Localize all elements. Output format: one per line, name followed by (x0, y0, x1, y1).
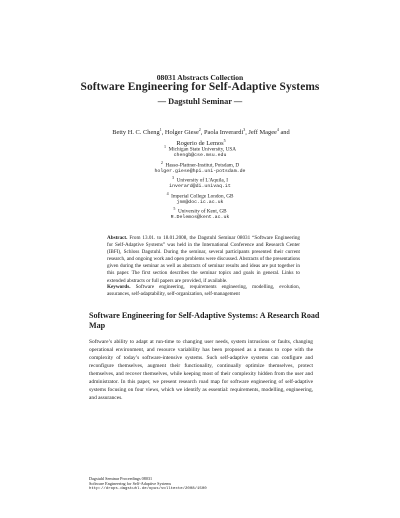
affiliation-mark: 4 (166, 190, 169, 196)
affiliation (0, 144, 400, 160)
affiliation-name: Michigan State University, USA (168, 146, 236, 153)
affiliation (0, 206, 400, 222)
author: Holger Giese (164, 129, 199, 137)
author: Jeff Magee (248, 129, 277, 137)
section-heading: Software Engineering for Self-Adaptive Systems: A Research Road Map (89, 311, 320, 331)
abstract-label: Abstract. (107, 235, 128, 241)
affiliation-mark: 2 (160, 159, 163, 165)
author: Betty H. C. Cheng (112, 129, 160, 137)
abstract (107, 235, 300, 285)
author-mark: 3 (243, 127, 246, 132)
affiliation-email: inverard@di.univaq.it (169, 184, 231, 190)
affiliation-name: Hasso-Plattner-Institut, Potsdam, D (165, 162, 240, 169)
author: Paola Inverardi (204, 129, 244, 137)
affiliation (0, 191, 400, 207)
affiliation-name: University of Kent, GB (177, 208, 227, 215)
section-body: Software’s ability to adapt at run-time to changing user needs, system intrusions or faults, changing operational environment, and resource variability has been proposed as a means to cope with the complexity of today’s software-intensive systems. Such self-adaptive systems can configure and reconfigure themselves, augment their functionality, continually optimize themselves, protect themselves, and recover themselves, while keeping most of their complexity hidden from the user and administrator. In this paper, we present research road map for software engineering of self-adaptive systems focusing on four views, which we identify as essential: requirements, modelling, engineering, and assurances. (89, 339, 313, 401)
abstract-text: From 13.01. to 18.01.2008, the Dagstuhl Seminar 08031 “Software Engineering for Self-Adaptive Systems” was held in the International Conference and Research Center (IBFI), Schloss Dagstuhl. During the seminar, several participants presented their current research, and ongoing work and open problems were discussed. Abstracts of the presentations given during the seminar as well as abstracts of seminar results and ideas are put together in this paper. The first section describes the seminar topics and goals in general. Links to extended abstracts or full papers are provided, if available. (107, 235, 301, 284)
paper-title: Software Engineering for Self-Adaptive Systems (80, 81, 320, 93)
paper-subtitle: — Dagstuhl Seminar — (157, 97, 243, 106)
author-mark: 4 (276, 127, 279, 132)
affiliation-list (0, 144, 400, 222)
author-list: Betty H. C. Cheng$^1$, Holger Giese$^2$, Paola Inverardi$^3$, Jeff Magee$^4$ and Rogerio de Lemos$^5$ (112, 127, 290, 148)
keywords-label: Keywords. (107, 284, 131, 290)
series-title: 08031 Abstracts Collection (156, 73, 244, 82)
footer-seminar-title: Software Engineering for Self-Adaptive Systems (89, 481, 172, 487)
author-mark: 1 (159, 127, 162, 132)
author-mark: 2 (198, 127, 201, 132)
affiliation-mark: 3 (172, 175, 175, 181)
affiliation-mark: 1 (164, 144, 166, 149)
affiliation-email: jnm@doc.ic.ac.uk (176, 199, 224, 205)
affiliation-email: holger.giese@hpi.uni-potsdam.de (154, 168, 246, 174)
affiliation-mark: 5 (173, 206, 176, 212)
keywords-text: Software engineering, requirements engineering, modelling, evolution, assurances, self-adaptability, self-organization, self-management (107, 284, 300, 298)
affiliation-name: Imperial College London, GB (171, 193, 234, 200)
affiliation-email: R.Delemos@kent.ac.uk (170, 215, 230, 221)
affiliation (0, 175, 400, 191)
affiliation-name: University of L'Aquila, I (176, 177, 228, 184)
affiliation (0, 160, 400, 176)
affiliation-email: chengb@cse.msu.edu (173, 153, 227, 159)
keywords (107, 284, 300, 298)
footer-proceedings: Dagstuhl Seminar Proceedings 08031 (89, 476, 153, 481)
author: Rogerio de Lemos (176, 140, 224, 148)
footer-url[interactable]: http://drops.dagstuhl.de/opus/volltexte/2008/1500 (89, 486, 207, 491)
page-footer (89, 476, 319, 492)
author-mark: 5 (223, 138, 226, 144)
